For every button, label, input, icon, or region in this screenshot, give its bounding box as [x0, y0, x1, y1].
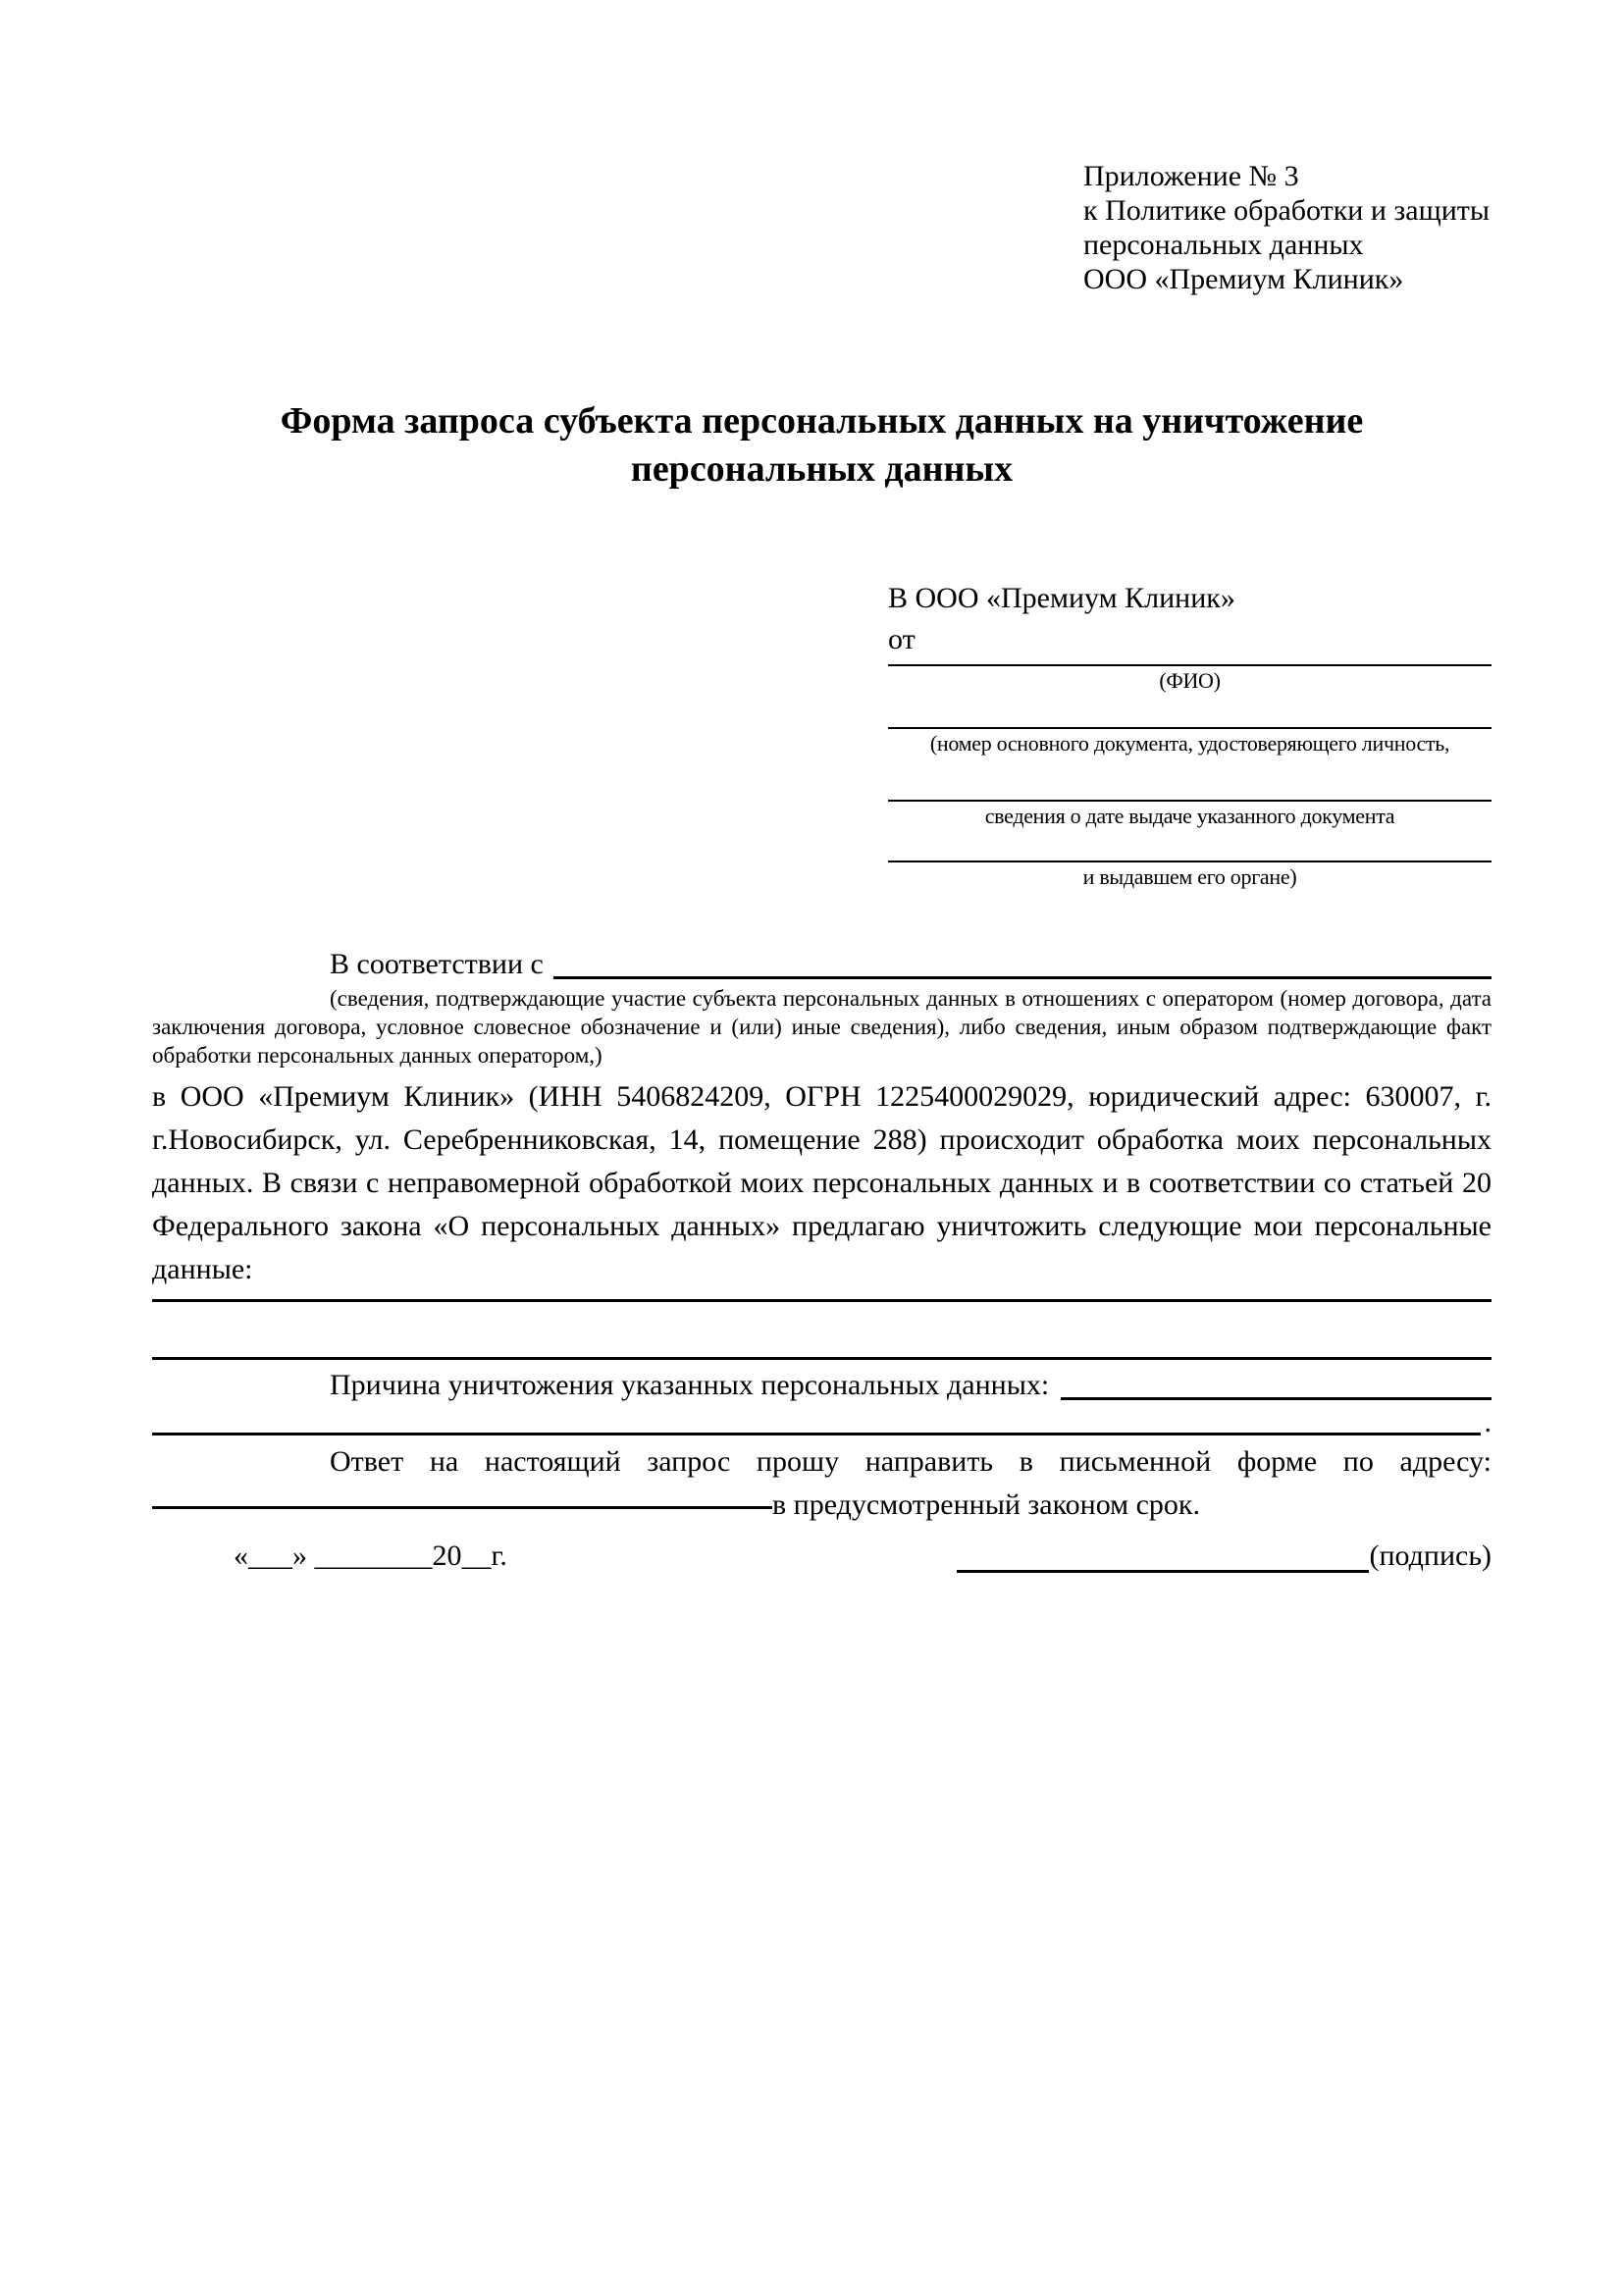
accordance-lead: В соответствии с: [330, 948, 544, 980]
doc-number-input-line[interactable]: [888, 696, 1492, 729]
doc-issue-date-input-line[interactable]: [888, 758, 1492, 802]
answer-tail: в предусмотренный законом срок.: [772, 1488, 1200, 1521]
personal-data-input-line-2[interactable]: [152, 1357, 1492, 1360]
accordance-input-line[interactable]: [553, 976, 1492, 979]
personal-data-input-line-1[interactable]: [152, 1299, 1492, 1302]
signature-block: [957, 1535, 1492, 1578]
addressee-block: [888, 578, 1492, 892]
doc-number-caption: (номер основного документа, удостоверяющего личность,: [929, 731, 1450, 756]
appendix-header-line: ООО «Премиум Клиник»: [1083, 263, 1404, 295]
answer-paragraph: Ответ на настоящий запрос прошу направить в письменной форме по адресу:: [330, 1445, 1492, 1478]
addressee-from-label: от: [888, 623, 916, 655]
signature-caption: (подпись): [1369, 1539, 1492, 1572]
address-row: [152, 1484, 1492, 1527]
appendix-header-line: к Политике обработки и защиты: [1083, 194, 1491, 227]
reason-row: [152, 1366, 1492, 1405]
accordance-row: [152, 945, 1492, 984]
doc-issue-date-caption: сведения о дате выдаче указанного документа: [984, 804, 1395, 828]
reason-row-continuation: [152, 1405, 1492, 1440]
appendix-header-line: Приложение № 3: [1083, 160, 1299, 192]
addressee-to-line: В ООО «Премиум Клиник»: [888, 582, 1235, 614]
address-input-line[interactable]: [152, 1506, 772, 1509]
date-line[interactable]: «___» ________20__г.: [234, 1539, 507, 1572]
reason-line-period: .: [1484, 1406, 1492, 1438]
fio-caption: (ФИО): [1159, 668, 1221, 693]
footer-row: [152, 1535, 1492, 1578]
doc-issuer-caption: и выдавшем его органе): [1082, 864, 1297, 889]
appendix-header-line: персональных данных: [1083, 229, 1364, 261]
document-title: Форма запроса субъекта персональных данных на уничтожение персональных данных: [280, 400, 1364, 490]
accordance-note: (сведения, подтверждающие участие субъекта персональных данных в отношениях с оператором (номер договора, дата заключения договора, условное словесное обозначение и (или) иные сведения), либо сведения, иным образом подтверждающие факт обработки персональных данных оператором,): [152, 986, 1492, 1068]
reason-input-line[interactable]: [1061, 1397, 1492, 1400]
signature-input-line[interactable]: [957, 1570, 1369, 1573]
reason-input-line-2[interactable]: [152, 1433, 1481, 1435]
appendix-header: [1083, 159, 1492, 296]
reason-lead: Причина уничтожения указанных персональных данных:: [330, 1369, 1050, 1401]
doc-issuer-input-line[interactable]: [888, 831, 1492, 862]
main-paragraph: в ООО «Премиум Клиник» (ИНН 5406824209, ОГРН 1225400029029, юридический адрес: 630007, г. г.Новосибирск, ул. Серебренниковская, 14, помещение 288) происходит обработка моих персональных данных. В связи с неправомерной обработкой моих персональных данных и в соответствии со статьей 20 Федерального закона «О персональных данных» предлагаю уничтожить следующие мои персональные данные:: [152, 1080, 1492, 1285]
